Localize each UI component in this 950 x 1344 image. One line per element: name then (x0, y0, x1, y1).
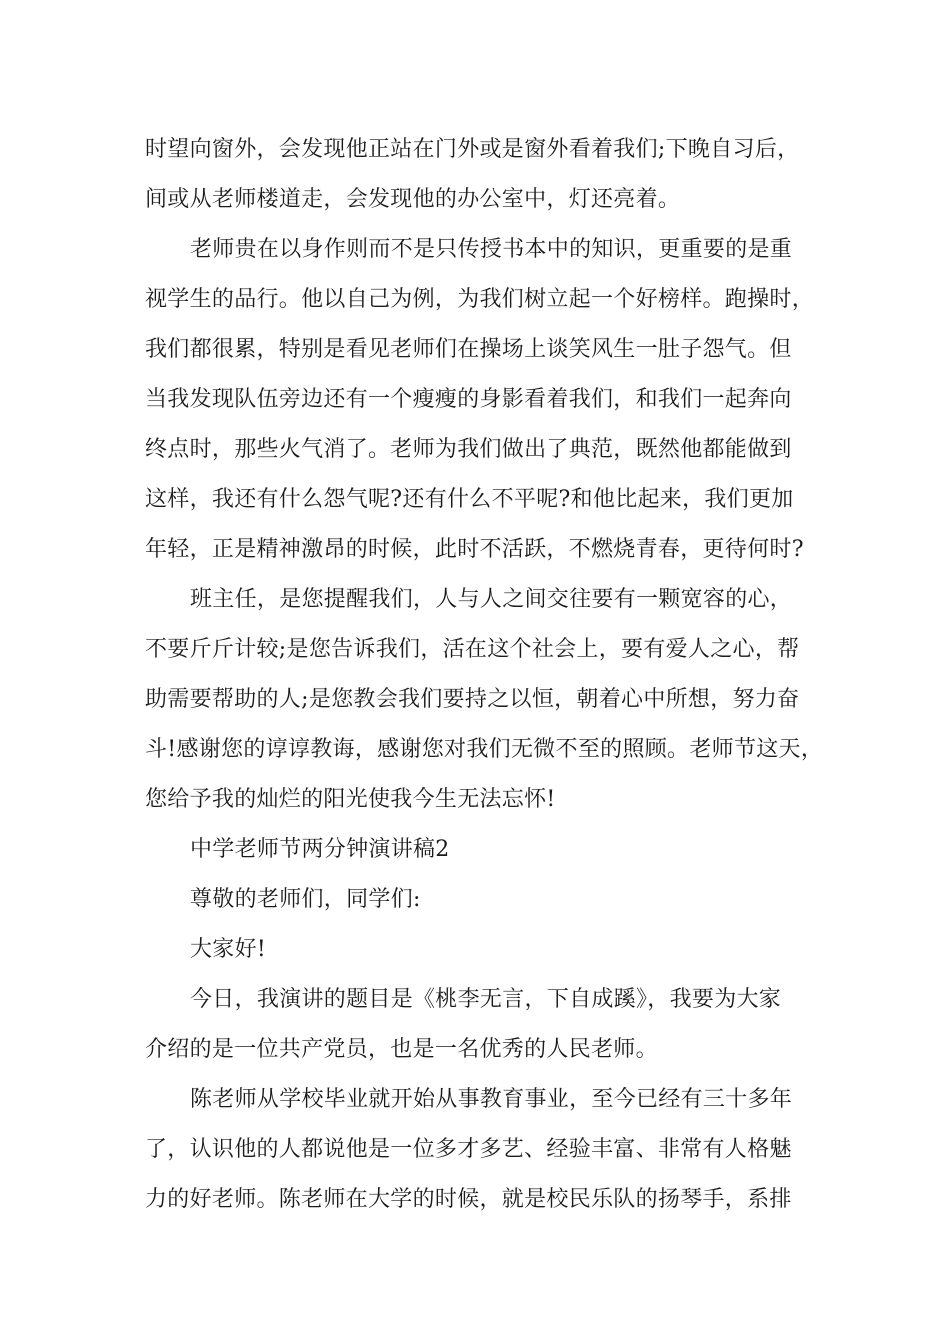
paragraph-start: 班主任，是您提醒我们，人与人之间交往要有一颗宽容的心， (190, 587, 793, 612)
text-line: 年轻，正是精神激昂的时候，此时不活跃，不燃烧青春，更待何时? (145, 537, 804, 562)
text-line: 力的好老师。陈老师在大学的时候，就是校民乐队的扬琴手，系排 (145, 1187, 792, 1212)
text-line: 这样，我还有什么怨气呢?还有什么不平呢?和他比起来，我们更加 (145, 487, 794, 512)
text-line: 我们都很累，特别是看见老师们在操场上谈笑风生一肚子怨气。但 (145, 337, 792, 362)
greeting: 大家好! (190, 937, 267, 962)
text-line: 视学生的品行。他以自己为例，为我们树立起一个好榜样。跑操时， (145, 287, 815, 312)
text-line: 您给予我的灿烂的阳光使我今生无法忘怀! (145, 787, 556, 812)
text-line: 不要斤斤计较;是您告诉我们，活在这个社会上，要有爱人之心，帮 (145, 637, 800, 662)
paragraph-start: 老师贵在以身作则而不是只传授书本中的知识，更重要的是重 (190, 237, 793, 262)
salutation: 尊敬的老师们，同学们: (190, 887, 421, 912)
text-line: 时望向窗外，会发现他正站在门外或是窗外看着我们;下晚自习后， (145, 137, 800, 162)
text-line: 终点时，那些火气消了。老师为我们做出了典范，既然他都能做到 (145, 437, 792, 462)
text-line: 助需要帮助的人;是您教会我们要持之以恒，朝着心中所想，努力奋 (145, 687, 800, 712)
text-line: 斗!感谢您的谆谆教诲，感谢您对我们无微不至的照顾。老师节这天， (145, 737, 824, 762)
text-line: 了，认识他的人都说他是一位多才多艺、经验丰富、非常有人格魅 (145, 1137, 792, 1162)
paragraph-start: 陈老师从学校毕业就开始从事教育事业，至今已经有三十多年 (190, 1087, 793, 1112)
text-line: 当我发现队伍旁边还有一个瘦瘦的身影看着我们，和我们一起奔向 (145, 387, 792, 412)
section-title: 中学老师节两分钟演讲稿2 (190, 837, 450, 862)
text-line: 间或从老师楼道走，会发现他的办公室中，灯还亮着。 (145, 187, 681, 212)
text-line: 介绍的是一位共产党员，也是一名优秀的人民老师。 (145, 1037, 658, 1062)
paragraph-start: 今日，我演讲的题目是《桃李无言，下自成蹊》，我要为大家 (190, 987, 782, 1012)
